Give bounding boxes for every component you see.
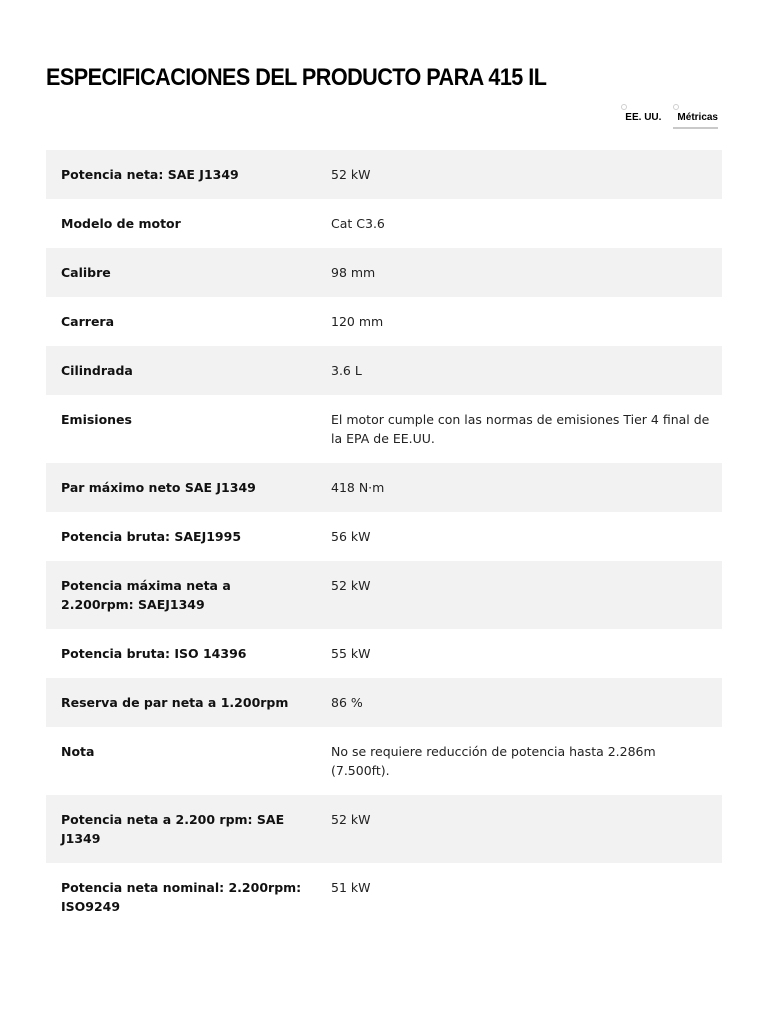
spec-value: 52 kW bbox=[316, 150, 722, 199]
spec-label: Potencia neta a 2.200 rpm: SAE J1349 bbox=[46, 795, 316, 863]
spec-label: Reserva de par neta a 1.200rpm bbox=[46, 678, 316, 727]
unit-option-metric[interactable] bbox=[673, 104, 718, 129]
spec-value: 3.6 L bbox=[316, 346, 722, 395]
page-title: ESPECIFICACIONES DEL PRODUCTO PARA 415 IL bbox=[46, 64, 547, 91]
spec-row bbox=[46, 199, 722, 248]
spec-table-body bbox=[46, 150, 722, 931]
spec-value: El motor cumple con las normas de emisiones Tier 4 final de la EPA de EE.UU. bbox=[331, 412, 710, 446]
spec-value: 120 mm bbox=[331, 314, 384, 329]
spec-row bbox=[46, 463, 722, 512]
spec-label: Nota bbox=[61, 744, 95, 759]
spec-row bbox=[46, 248, 722, 297]
spec-label: Potencia bruta: ISO 14396 bbox=[61, 646, 247, 661]
spec-value: 52 kW bbox=[316, 561, 722, 629]
spec-row bbox=[46, 629, 722, 678]
spec-label: Potencia bruta: SAEJ1995 bbox=[61, 529, 242, 544]
spec-value: 56 kW bbox=[331, 529, 371, 544]
unit-option-us-label: EE. UU. bbox=[625, 112, 662, 123]
spec-value: 418 N·m bbox=[316, 463, 722, 512]
radio-icon bbox=[673, 104, 679, 110]
spec-value: 51 kW bbox=[331, 880, 371, 895]
spec-value: 86 % bbox=[316, 678, 722, 727]
spec-row bbox=[46, 395, 722, 463]
spec-label: Calibre bbox=[46, 248, 316, 297]
unit-option-metric-label: Métricas bbox=[677, 112, 718, 123]
spec-table bbox=[46, 150, 722, 931]
spec-value: 98 mm bbox=[316, 248, 722, 297]
spec-label: Potencia neta: SAE J1349 bbox=[46, 150, 316, 199]
spec-value: Cat C3.6 bbox=[331, 216, 385, 231]
spec-row bbox=[46, 795, 722, 863]
spec-label: Modelo de motor bbox=[61, 216, 181, 231]
spec-value: 52 kW bbox=[316, 795, 722, 863]
spec-label: Emisiones bbox=[61, 412, 132, 427]
spec-value: No se requiere reducción de potencia hasta 2.286m (7.500ft). bbox=[331, 744, 656, 778]
spec-row bbox=[46, 561, 722, 629]
spec-label: Par máximo neto SAE J1349 bbox=[46, 463, 316, 512]
spec-row bbox=[46, 346, 722, 395]
spec-row bbox=[46, 678, 722, 727]
unit-option-us[interactable] bbox=[621, 104, 661, 129]
spec-row bbox=[46, 297, 722, 346]
spec-row bbox=[46, 727, 722, 795]
spec-value: 55 kW bbox=[331, 646, 371, 661]
unit-toggle bbox=[621, 104, 718, 129]
spec-label: Potencia neta nominal: 2.200rpm: ISO9249 bbox=[61, 880, 302, 914]
spec-label: Cilindrada bbox=[46, 346, 316, 395]
spec-label: Carrera bbox=[61, 314, 115, 329]
spec-row bbox=[46, 150, 722, 199]
spec-label: Potencia máxima neta a 2.200rpm: SAEJ1349 bbox=[46, 561, 316, 629]
radio-icon bbox=[621, 104, 627, 110]
spec-row bbox=[46, 863, 722, 931]
spec-row bbox=[46, 512, 722, 561]
